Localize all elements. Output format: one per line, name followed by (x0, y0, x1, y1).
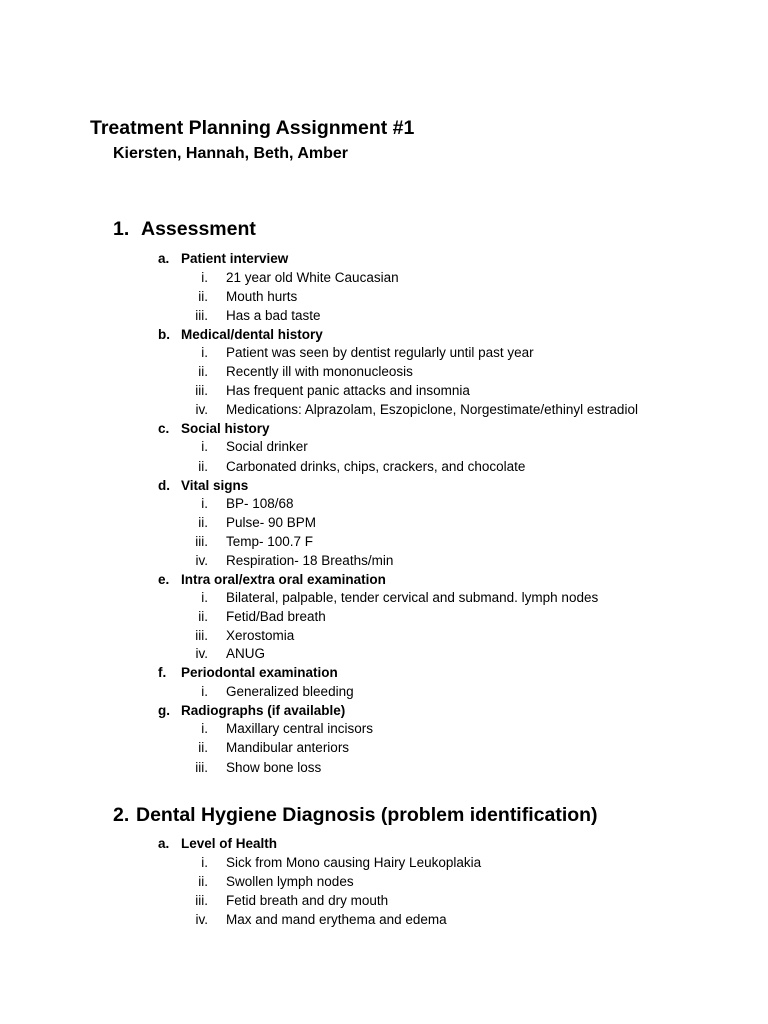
item-numeral: i. (201, 345, 208, 360)
list-item (178, 401, 638, 419)
section-number: 1. (113, 218, 130, 240)
section-title: Assessment (141, 218, 256, 240)
item-text: Mandibular anteriors (226, 740, 350, 755)
section-heading-assessment (113, 217, 256, 241)
item-numeral: iii. (195, 308, 208, 323)
item-text: Xerostomia (226, 628, 295, 643)
item-numeral: ii. (198, 874, 208, 889)
item-text: Recently ill with mononucleosis (226, 364, 413, 379)
item-numeral: i. (201, 496, 208, 511)
subsection-letter: a. (158, 836, 170, 851)
subsection-label: Patient interview (181, 251, 289, 266)
item-numeral: ii. (198, 740, 208, 755)
subsection-label: Level of Health (181, 836, 278, 851)
subsection-label: Social history (181, 421, 270, 436)
item-numeral: ii. (198, 459, 208, 474)
item-text: Fetid/Bad breath (226, 609, 326, 624)
item-numeral: i. (201, 270, 208, 285)
subsection-label: Periodontal examination (181, 665, 338, 680)
subsection-letter: c. (158, 421, 170, 436)
list-item (178, 458, 525, 476)
item-numeral: iii. (195, 534, 208, 549)
list-item (178, 645, 265, 663)
list-item (178, 344, 534, 362)
list-item (178, 627, 294, 645)
item-text: Carbonated drinks, chips, crackers, and chocolate (226, 459, 526, 474)
item-text: Swollen lymph nodes (226, 874, 354, 889)
item-numeral: i. (201, 721, 208, 736)
item-text: BP- 108/68 (226, 496, 294, 511)
item-numeral: ii. (198, 515, 208, 530)
item-text: Fetid breath and dry mouth (226, 893, 389, 908)
section-heading-diagnosis (113, 803, 598, 827)
item-text: Medications: Alprazolam, Eszopiclone, Norgestimate/ethinyl estradiol (226, 402, 638, 417)
list-item (178, 892, 388, 910)
item-text: Bilateral, palpable, tender cervical and submand. lymph nodes (226, 590, 599, 605)
list-item (178, 739, 349, 757)
item-numeral: ii. (198, 289, 208, 304)
item-text: Show bone loss (226, 760, 322, 775)
subsection-patient-interview (158, 250, 288, 268)
list-item (178, 514, 316, 532)
subsection-label: Medical/dental history (181, 327, 323, 342)
list-item (178, 307, 321, 325)
subsection-letter: e. (158, 572, 170, 587)
list-item (178, 854, 481, 872)
subsection-label: Vital signs (181, 478, 249, 493)
item-text: Patient was seen by dentist regularly until past year (226, 345, 534, 360)
subsection-medical-dental-history (158, 326, 323, 344)
list-item (178, 363, 413, 381)
list-item (178, 589, 598, 607)
list-item (178, 608, 326, 626)
list-item (178, 495, 294, 513)
section-title: Dental Hygiene Diagnosis (problem identification) (136, 804, 598, 826)
list-item (178, 720, 373, 738)
item-text: ANUG (226, 646, 266, 661)
subsection-letter: d. (158, 478, 170, 493)
item-text: Max and mand erythema and edema (226, 912, 447, 927)
list-item (178, 683, 354, 701)
item-text: Temp- 100.7 F (226, 534, 314, 549)
item-numeral: iii. (195, 893, 208, 908)
subsection-social-history (158, 420, 270, 438)
subsection-letter: a. (158, 251, 170, 266)
item-text: Maxillary central incisors (226, 721, 374, 736)
item-numeral: iv. (195, 912, 208, 927)
item-text: 21 year old White Caucasian (226, 270, 399, 285)
section-number: 2. (113, 804, 130, 826)
subsection-radiographs (158, 702, 345, 720)
item-numeral: iv. (195, 646, 208, 661)
subsection-label: Intra oral/extra oral examination (181, 572, 386, 587)
item-text: Generalized bleeding (226, 684, 354, 699)
item-numeral: iv. (195, 402, 208, 417)
document-authors: Kiersten, Hannah, Beth, Amber (113, 145, 349, 162)
item-text: Has a bad taste (226, 308, 321, 323)
subsection-level-of-health (158, 835, 277, 853)
subsection-periodontal-examination (158, 664, 338, 682)
item-numeral: i. (201, 684, 208, 699)
list-item (178, 759, 321, 777)
subsection-vital-signs (158, 477, 248, 495)
item-text: Social drinker (226, 439, 308, 454)
list-item (178, 873, 354, 891)
item-numeral: iii. (195, 628, 208, 643)
item-text: Mouth hurts (226, 289, 298, 304)
item-text: Has frequent panic attacks and insomnia (226, 383, 470, 398)
subsection-letter: f. (158, 665, 167, 680)
document-title: Treatment Planning Assignment #1 (90, 117, 415, 139)
item-text: Sick from Mono causing Hairy Leukoplakia (226, 855, 482, 870)
subsection-label: Radiographs (if available) (181, 703, 346, 718)
subsection-letter: g. (158, 703, 170, 718)
item-numeral: ii. (198, 364, 208, 379)
item-numeral: i. (201, 439, 208, 454)
item-text: Pulse- 90 BPM (226, 515, 317, 530)
list-item (178, 911, 447, 929)
list-item (178, 438, 308, 456)
item-numeral: ii. (198, 609, 208, 624)
list-item (178, 552, 393, 570)
item-numeral: iv. (195, 553, 208, 568)
list-item (178, 288, 297, 306)
item-numeral: i. (201, 855, 208, 870)
subsection-letter: b. (158, 327, 170, 342)
list-item (178, 533, 313, 551)
list-item (178, 382, 470, 400)
item-numeral: i. (201, 590, 208, 605)
list-item (178, 269, 399, 287)
subsection-oral-examination (158, 571, 386, 589)
item-numeral: iii. (195, 383, 208, 398)
item-numeral: iii. (195, 760, 208, 775)
item-text: Respiration- 18 Breaths/min (226, 553, 394, 568)
